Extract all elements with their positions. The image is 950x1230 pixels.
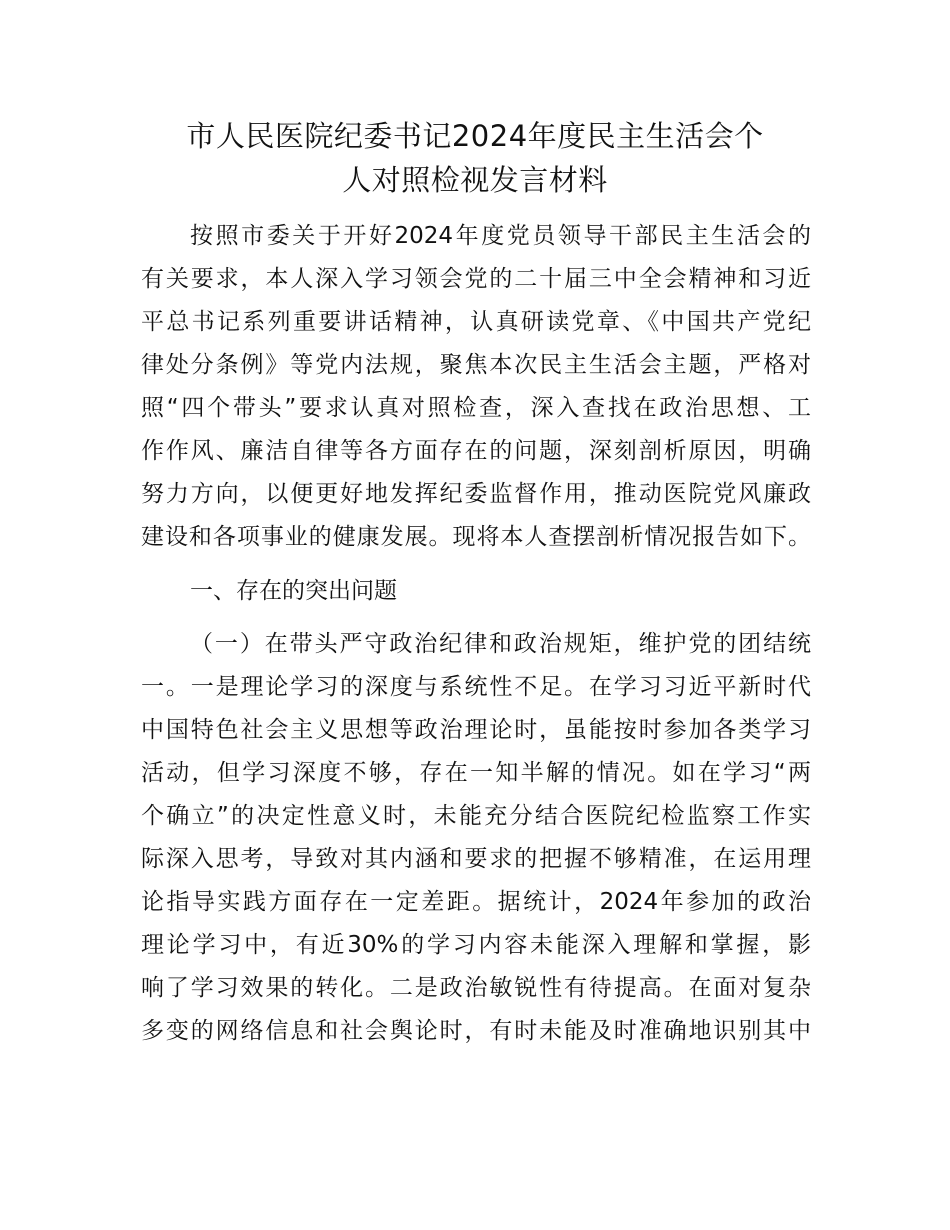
intro-line-3: 平总书记系列重要讲话精神，认真研读党章、《中国共产党纪 <box>141 309 811 335</box>
intro-line-7: 努力方向，以便更好地发挥纪委监督作用，推动医院党风廉政 <box>141 481 811 507</box>
intro-line-8: 建设和各项事业的健康发展。现将本人查摆剖析情况报告如下。 <box>141 524 811 550</box>
intro-line-6: 作作风、廉洁自律等各方面存在的问题，深刻剖析原因，明确 <box>141 438 811 464</box>
body-line-6: 际深入思考，导致对其内涵和要求的把握不够精准，在运用理 <box>141 846 811 872</box>
section-heading: 一、存在的突出问题 <box>190 578 397 604</box>
body-line-2: 一。一是理论学习的深度与系统性不足。在学习习近平新时代 <box>141 674 811 700</box>
intro-line-5: 照“四个带头”要求认真对照检查，深入查找在政治思想、工 <box>141 395 811 421</box>
intro-line-1: 按照市委关于开好2024年度党员领导干部民主生活会的 <box>190 223 811 249</box>
body-line-4: 活动，但学习深度不够，存在一知半解的情况。如在学习“两 <box>141 760 811 786</box>
body-line-1: （一）在带头严守政治纪律和政治规矩，维护党的团结统 <box>190 631 811 657</box>
intro-line-2: 有关要求，本人深入学习领会党的二十届三中全会精神和习近 <box>141 266 811 292</box>
body-line-5: 个确立”的决定性意义时，未能充分结合医院纪检监察工作实 <box>141 803 811 829</box>
body-line-9: 响了学习效果的转化。二是政治敏锐性有待提高。在面对复杂 <box>141 975 811 1001</box>
body-line-7: 论指导实践方面存在一定差距。据统计，2024年参加的政治 <box>141 889 811 915</box>
intro-line-4: 律处分条例》等党内法规，聚焦本次民主生活会主题，严格对 <box>141 352 811 378</box>
body-line-10: 多变的网络信息和社会舆论时，有时未能及时准确地识别其中 <box>141 1018 811 1044</box>
document-title-line-1: 市人民医院纪委书记2024年度民主生活会个 <box>186 119 764 153</box>
document-title-line-2: 人对照检视发言材料 <box>342 163 608 197</box>
body-line-3: 中国特色社会主义思想等政治理论时，虽能按时参加各类学习 <box>141 717 811 743</box>
body-line-8: 理论学习中，有近30%的学习内容未能深入理解和掌握，影 <box>141 932 811 958</box>
